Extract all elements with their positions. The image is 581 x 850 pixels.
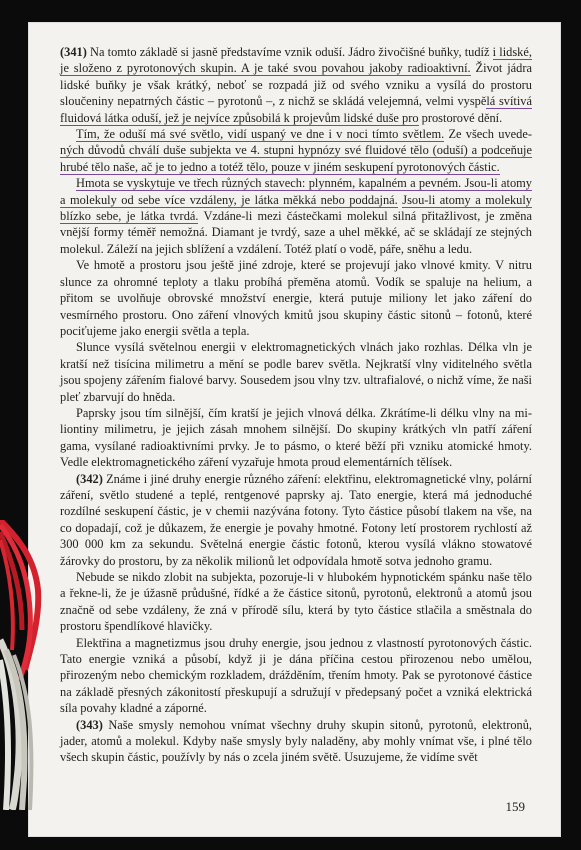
paragraph-342: (342) Známe i jiné druhy energie různého záření: elektřinu, elektromagnetické vlny, polární záření, světlo studené a teplé, rentgenové paprsky aj. Tato energie, která má jednoduché rozdílné seskupení částic, je v chemii nazývána fotony. Tyto částice působí tlakem na vše, na co dopadají, což je důkazem, že energie je povahy hmotné. Fotony letí prostorem rychlostí až 300 000 km za sekundu. Světelná energie částic fotonů, kterou vysílá vlákno stowatové žárovky do prostoru, by za několik milionů let odpovídala hmotě sotva jednoho gramu. <box>60 471 532 568</box>
handwritten-underline: Hmota se vyskytuje ve třech různých stavech: plynném, kapalném a pevném. Jsou-li atomy a molekuly od sebe více vzdáleny, je látka měkká nebo poddajná. <box>60 176 532 207</box>
paragraph: Nebude se nikdo zlobit na subjekta, pozoruje-li v hlubokém hypnotickém spánku naše tělo a řekne-li, že je úžasně průdušné, řídké a že částice sitonů, pyrotonů, elektronů a atomů jsou značně od sebe vzdáleny, že zná v přírodě sílu, která by tyto částice stlačila a směstnala do prostoru špendlíkové hlavičky. <box>60 570 532 634</box>
handwritten-underline: Jsou-li atomy a molekuly blízko sebe, je látka tvrdá. <box>60 192 532 224</box>
section-number: (343) <box>76 717 103 732</box>
paragraph-343: (343) Naše smysly nemohou vnímat všechny druhy skupin sitonů, pyrotonů, elektronů, jader, atomů a molekul. Kdyby naše smysly byly naladěny, aby mohly vnímat vše, i plné tělo všech skupin částic, používly by nás o zcela jiném světě. Usuzujeme, že vidíme svět <box>60 717 532 765</box>
section-number: (342) <box>76 471 103 486</box>
paragraph: Hmota se vyskytuje ve třech různých stavech: plynném, kapalném a pevném. Jsou-li atomy a molekuly od sebe více vzdáleny, je látka měkká nebo poddajná. Jsou-li atomy a molekuly blízko sebe, je látka tvrdá. Vzdáne-li mezi částečkami molekul silná přitažlivost, je změna vnější formy téměř nemožná. Diamant je tvrdý, saze a uhel měkké, ač se skládají ze stejných molekul. Záleží na jejich sblížení a vzdálení. Totéž platí o vodě, páře, sněhu a ledu. <box>60 176 532 256</box>
paragraph-341: (341) Na tomto základě si jasně představíme vznik oduší. Jádro živočišné buňky, tudíž i lidské, je složeno z pyrotonových skupin. A je také svou povahou jakoby radioaktivní. Život jádra lidské buňky je však krátký, neboť se rozpadá již od svého vzniku a vysílá do prostoru sloučeniny nepatrných částic – pyrotonů –, z nichž se skládá velejemná, velmi vyspělá svítivá fluidová látka oduší, jež je nejvíce způsobilá k projevům lidské duše pro prostorové dění. <box>60 45 532 125</box>
paragraph: Paprsky jsou tím silnější, čím kratší je jejich vlnová délka. Zkrátíme-li délku vlny na miliontiny milimetru, je jejich zásah mnohem silnější. Do skupiny krátkých vln patří záření gama, vysílané radioaktivními prvky. Je to pásmo, o které běží při vzniku atomické hmoty. Vedle elektromagnetického záření vyzařuje hmota proud elementárních tělísek. <box>60 405 532 470</box>
paragraph: Ve hmotě a prostoru jsou ještě jiné zdroje, které se projevují jako vlnové kmity. V nitru slunce za ohromné teploty a tlaku probíhá přeměna atomů. Vodík se spaluje na helium, a přitom se uvolňuje obrovské množství energie, která putuje miliony let jako záření do vesmírného prostoru. Ono záření vlnových kmitů jsou skupiny částic sitonů – fotonů, které pociťujeme jako energii světla a tepla. <box>60 258 532 338</box>
handwritten-underline: Tím, že oduší má své světlo, vidí uspaný ve dne i v noci tímto světlem. <box>76 127 445 142</box>
handwritten-underline: ných důvodů chválí duše subjekta ve 4. stupni hypnózy své fluidové tělo (oduší) a podceňuje hrubé tělo naše, ač je to jedno a totéž tělo, pouze v jiném seskupení pyrotonových částic. <box>60 143 532 174</box>
paragraph: Slunce vysílá světelnou energii v elektromagnetických vlnách jako rozhlas. Délka vln je kratší než tisícina milimetru a mění se podle barev světla. Nejkratší vlny viditelného světla jsou spojeny zářením fialové barvy. Sousedem jsou vlny tzv. ultrafialové, o nichž víme, že naši pleť zbarvují do hněda. <box>60 340 532 404</box>
paragraph: Tím, že oduší má své světlo, vidí uspaný ve dne i v noci tímto světlem. Ze všech uvedených důvodů chválí duše subjekta ve 4. stupni hypnózy své fluidové tělo (oduší) a podceňuje hrubé tělo naše, ač je to jedno a totéž tělo, pouze v jiném seskupení pyrotonových částic. <box>60 127 532 174</box>
page-text <box>60 44 532 766</box>
bookmark-ribbon <box>0 520 60 810</box>
handwritten-underline: lá svítivá fluidová látka oduší, jež je nejvíce způsobilá k projevům lidské duše pro <box>60 94 532 125</box>
page-number: 159 <box>505 799 525 814</box>
section-number: (341) <box>60 45 87 59</box>
handwritten-underline: i lidské, je složeno z pyrotonových skupin. A je také svou povahou jakoby radioaktivní. <box>60 45 532 76</box>
paragraph: Elektřina a magnetizmus jsou druhy energie, jsou jednou z vlastností pyrotonových částic. Tato energie vzniká a působí, když ji je dána příčina cestou přirozenou nebo umělou, přirozeným nebo chemickým rozkladem, drážděním, třením hmoty. Pak se pyrotonové částice na základě přesných zákonitostí přeskupují a sdružují v předepsaný počet a vzniká elektrická síla povahy kladné a záporné. <box>60 635 532 716</box>
book-page <box>28 22 561 837</box>
